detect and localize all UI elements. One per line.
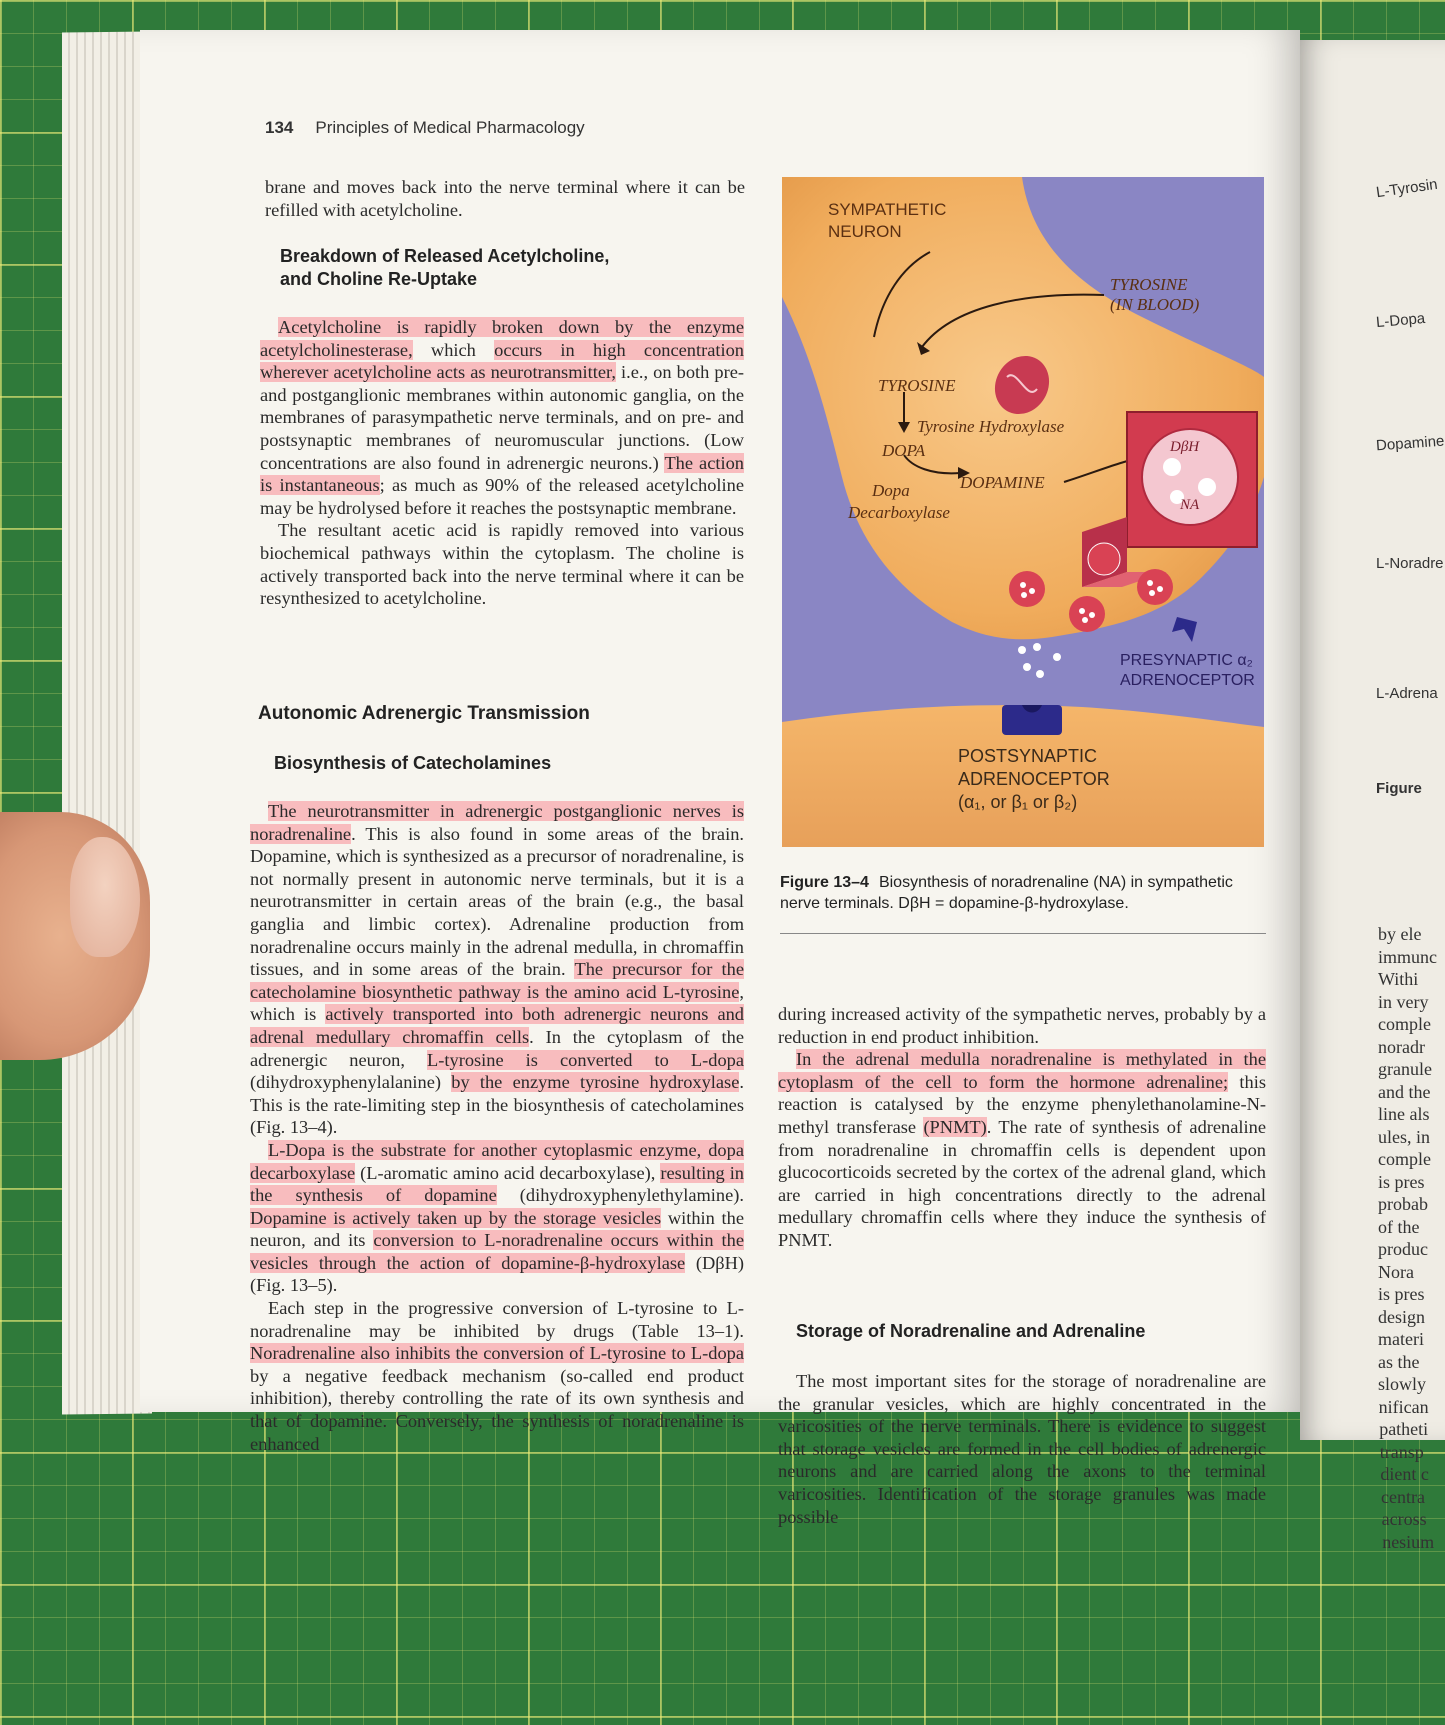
label-dopa: DOPA — [882, 441, 926, 460]
text: . In the cytoplasm of the adrenergic neuron, — [250, 1026, 744, 1070]
left-col-intro — [265, 176, 745, 221]
text: . This is the rate-limiting step in the biosynthesis of catecholamines (Fig. 13–4). — [250, 1072, 744, 1138]
highlight: by the enzyme tyrosine hydroxylase — [451, 1072, 740, 1093]
label-line: Decarboxylase — [848, 503, 950, 522]
paragraph: brane and moves back into the nerve terminal where it can be refilled with acetylcholine. — [265, 177, 745, 220]
paragraph — [250, 800, 744, 1139]
paragraph — [260, 316, 744, 519]
next-page-fragment: by ele — [1378, 924, 1422, 944]
highlight: Dopamine is actively taken up by the storage vesicles — [250, 1207, 662, 1228]
next-page-label: L-Tyrosin — [1375, 175, 1439, 202]
next-page-label: L-Adrena — [1376, 685, 1438, 702]
vesicle-icon — [1137, 569, 1173, 605]
label-line: TYROSINE — [1110, 275, 1188, 294]
label-tyrosine: TYROSINE — [878, 376, 956, 395]
highlight: L-tyrosine is converted to L-dopa — [427, 1049, 745, 1070]
highlight: The action is instantaneous — [260, 452, 744, 496]
released-na-dot — [1053, 653, 1061, 661]
label-tyrosine-in-blood — [1110, 275, 1199, 315]
text: this reaction is catalysed by the enzyme phenylethanolamine-N-methyl transferase — [778, 1071, 1266, 1137]
highlight: (PNMT) — [923, 1116, 987, 1137]
next-page-fragment: probab — [1378, 1194, 1428, 1214]
paragraph — [250, 1139, 744, 1297]
paragraph: during increased activity of the sympathetic nerves, probably by a reduction in end product inhibition. — [778, 1004, 1266, 1047]
text: , which is — [250, 981, 744, 1025]
heading-adrenergic-transmission: Autonomic Adrenergic Transmission — [258, 703, 590, 724]
next-page-fragment: ules, in — [1378, 1126, 1430, 1147]
text: . This is also found in some areas of the brain. Dopamine, which is synthesized as a precursor of noradrenaline, is not normally present in autonomic nerve terminals, but it is a neurotransmitter in certain areas of the brain (e.g., the basal ganglia and limbic cortex). Adrenaline production from noradrenaline occurs mainly in the adrenal medulla, in chromaffin tissues, and in some areas of the brain. — [250, 823, 744, 980]
next-page-fragment: and the — [1378, 1081, 1431, 1102]
text: within the neuron, and its — [250, 1207, 744, 1251]
text: ; as much as 90% of the released acetylcholine may be hydrolysed before it reaches the postsynaptic membrane. — [260, 475, 744, 518]
page-number: 134 — [265, 118, 294, 137]
heading-line: and Choline Re-Uptake — [280, 269, 478, 289]
caption-divider — [780, 933, 1266, 934]
released-na-dot — [1018, 646, 1026, 654]
next-page-fragment: nifican — [1378, 1396, 1429, 1417]
highlight: L-Dopa is the substrate for another cytoplasmic enzyme, dopa decarboxylase — [250, 1139, 744, 1183]
next-page-fragment: transp — [1379, 1441, 1424, 1462]
label-line: (IN BLOOD) — [1110, 295, 1200, 314]
label-line: ADRENOCEPTOR — [1120, 672, 1255, 689]
label-line: SYMPATHETIC — [828, 200, 947, 219]
vesicle-granule — [1198, 478, 1216, 496]
label-line: PRESYNAPTIC α₂ — [1120, 652, 1253, 669]
next-page-fragment: patheti — [1379, 1419, 1429, 1439]
label-line: Dopa — [872, 481, 910, 500]
text: which — [412, 339, 495, 360]
vesicle-icon — [1069, 596, 1105, 632]
highlight: The neurotransmitter in adrenergic postganglionic nerves is noradrenaline — [250, 801, 744, 844]
next-page-fragment: noradr — [1378, 1036, 1425, 1057]
next-page-fragment: in very — [1378, 991, 1429, 1012]
label-dbh: DβH — [1170, 439, 1200, 455]
running-head — [265, 118, 585, 138]
figure-caption — [780, 872, 1266, 914]
vesicle-icon — [1009, 571, 1045, 607]
highlight: resulting in the synthesis of dopamine — [250, 1162, 744, 1206]
next-page-label: L-Noradre — [1376, 555, 1444, 572]
paragraph: The resultant acetic acid is rapidly removed into various biochemical pathways within the cytoplasm. The choline is actively transported back into the nerve terminal where it can be resynthesized to acetylcholine. — [260, 520, 744, 609]
released-na-dot — [1033, 643, 1041, 651]
next-page-fragment: dient c — [1380, 1464, 1429, 1484]
next-page-fragment: materi — [1378, 1329, 1424, 1349]
label-line: POSTSYNAPTIC — [958, 746, 1098, 766]
text: (dihydroxyphenylethylamine). — [496, 1185, 744, 1206]
right-col-section-1 — [778, 1003, 1266, 1252]
next-page-fragment: as the — [1378, 1351, 1420, 1372]
next-page-fragment: across — [1381, 1509, 1427, 1529]
paragraph: The most important sites for the storage of noradrenaline are the granular vesicles, which are highly concentrated in the varicosities of the nerve terminals. There is evidence to suggest that storage vesicles are formed in the cell bodies of adrenergic neurons and are carried along the axons to the terminal varicosities. Identification of the storage granules was made possible — [778, 1371, 1266, 1527]
label-dopa-decarboxylase — [848, 480, 950, 524]
next-page-fragment: of the — [1378, 1216, 1420, 1237]
next-page-label: L-Dopa — [1375, 309, 1426, 332]
text: (DβH) (Fig. 13–5). — [250, 1252, 744, 1296]
text: (dihydroxyphenylalanine) — [250, 1072, 452, 1093]
next-page-fragment: is pres — [1378, 1171, 1425, 1192]
text: i.e., on both pre- and postganglionic membranes within autonomic ganglia, on the membranes of parasympathetic nerve terminals, and on pre- and postsynaptic membranes of neuromuscular junctions. (Low concentrations are also found in adrenergic neurons.) — [260, 362, 744, 473]
released-na-dot — [1023, 663, 1031, 671]
label-na: NA — [1180, 497, 1200, 513]
text: (L-aromatic amino acid decarboxylase), — [355, 1162, 661, 1183]
next-page-label: Dopamine — [1375, 432, 1445, 455]
highlight: Noradrenaline also inhibits the conversion of L-tyrosine to L-dopa — [250, 1343, 744, 1364]
left-col-section-1 — [260, 316, 744, 610]
caption-text: Biosynthesis of noradrenaline (NA) in sympathetic nerve terminals. DβH = dopamine-β-hydroxylase. — [780, 874, 1233, 912]
book-title: Principles of Medical Pharmacology — [315, 118, 585, 137]
next-page-fragment: comple — [1378, 1014, 1431, 1034]
book-page-edges — [62, 32, 152, 1415]
label-line: NEURON — [828, 222, 902, 241]
heading-storage: Storage of Noradrenaline and Adrenaline — [796, 1321, 1146, 1341]
label-presynaptic-adrenoceptor — [1120, 651, 1255, 691]
vesicle-granule — [1163, 458, 1181, 476]
heading-biosynthesis: Biosynthesis of Catecholamines — [274, 753, 552, 773]
next-page-fragment: centra — [1381, 1486, 1425, 1507]
highlight: Acetylcholine is rapidly broken down by the enzyme acetylcholinesterase, — [260, 317, 744, 360]
next-page-fragment: design — [1378, 1306, 1425, 1327]
label-postsynaptic-adrenoceptor — [958, 745, 1110, 814]
paragraph — [250, 1297, 744, 1455]
highlight: occurs in high concentration wherever acetylcholine acts as neurotransmitter, — [260, 339, 744, 383]
label-tyrosine-hydroxylase: Tyrosine Hydroxylase — [917, 417, 1065, 436]
label-line: (α₁, or β₁ or β₂) — [958, 792, 1078, 812]
next-page — [1300, 40, 1445, 1552]
paragraph — [778, 1048, 1266, 1251]
label-dopamine: DOPAMINE — [960, 473, 1045, 492]
next-page-fragment: is pres — [1378, 1284, 1425, 1304]
next-page-fragment: Nora — [1378, 1261, 1414, 1282]
next-page-fragment: slowly — [1378, 1374, 1427, 1394]
left-col-section-2 — [250, 800, 744, 1455]
label-sympathetic-neuron — [828, 199, 946, 243]
next-page-fragment: granule — [1378, 1059, 1432, 1079]
figure-13-4-illustration — [782, 177, 1264, 847]
highlight: The precursor for the catecholamine biosynthetic pathway is the amino acid L-tyrosine — [250, 959, 744, 1002]
heading-line: Breakdown of Released Acetylcholine, — [280, 246, 610, 266]
right-col-section-2 — [778, 1370, 1266, 1528]
heading-breakdown — [280, 245, 609, 291]
next-page-fragment: Withi — [1378, 969, 1419, 989]
vesicle-icon — [1088, 543, 1120, 575]
highlight: conversion to L-noradrenaline occurs within the vesicles through the action of dopamine-β-hydroxylase — [250, 1230, 744, 1273]
thumbnail-nail — [70, 837, 140, 957]
figure-number: Figure 13–4 — [780, 874, 869, 891]
next-page-fragment: nesium — [1382, 1531, 1435, 1552]
text: by a negative feedback mechanism (so-called end product inhibition), thereby controlling the rate of its own synthesis and that of dopamine. Conversely, the synthesis of noradrenaline is enhanced — [250, 1365, 744, 1454]
text: . The rate of synthesis of adrenaline from noradrenaline in chromaffin cells is dependent upon glucocorticoids secreted by the cortex of the adrenal gland, which are carried in high concentrations directly to the adrenal medullary chromaffin cells where they induce the synthesis of PNMT. — [778, 1116, 1266, 1250]
highlight: actively transported into both adrenergic neurons and adrenal medullary chromaffin cells — [250, 1004, 745, 1047]
next-page-fragment: immunc — [1378, 946, 1437, 967]
text: Each step in the progressive conversion of L-tyrosine to L-noradrenaline may be inhibited by drugs (Table 13–1). — [250, 1298, 744, 1341]
next-page-fragment: produc — [1378, 1239, 1428, 1259]
released-na-dot — [1036, 670, 1044, 678]
label-line: ADRENOCEPTOR — [958, 769, 1110, 789]
highlight: In the adrenal medulla noradrenaline is methylated in the cytoplasm of the cell to form the hormone adrenaline; — [778, 1049, 1266, 1092]
next-page-fragment: line als — [1378, 1104, 1430, 1124]
next-page-label: Figure — [1376, 780, 1422, 797]
next-page-fragment: comple — [1378, 1149, 1431, 1169]
